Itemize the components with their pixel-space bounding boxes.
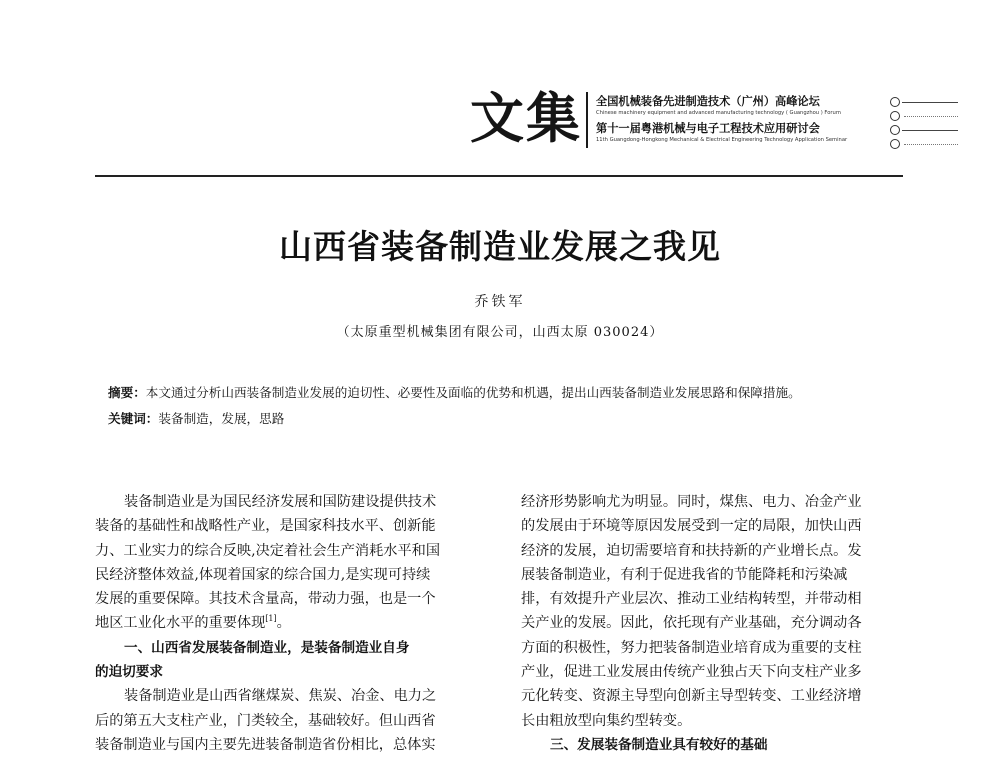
author-name: 乔铁军	[474, 294, 526, 310]
paragraph-line: 力、工业实力的综合反映,决定着社会生产消耗水平和国	[95, 542, 441, 559]
paragraph-line: 产业，促进工业发展由传统产业独占天下向支柱产业多	[521, 664, 862, 681]
keywords-text: 装备制造，发展，思路	[158, 411, 285, 426]
paragraph-line: 装备制造业与国内主要先进装备制造省份相比，总体实	[95, 736, 436, 753]
paragraph-line	[95, 611, 477, 635]
decorative-circle-icon	[890, 139, 900, 149]
paragraph-line: 装备制造业是为国民经济发展和国防建设提供技术	[124, 494, 437, 510]
proceedings-header	[0, 0, 1000, 180]
decorative-dotted-line	[904, 144, 958, 145]
author-affiliation: （太原重型机械集团有限公司，山西太原 030024）	[336, 325, 664, 340]
decorative-circle-icon	[890, 111, 900, 121]
decorative-line	[902, 130, 958, 131]
paragraph-line: 发展的重要保障。其技术含量高，带动力强，也是一个	[95, 591, 436, 608]
paragraph-line: 经济形势影响尤为明显。同时，煤焦、电力、冶金产业	[521, 494, 862, 510]
keywords	[108, 409, 908, 429]
header-rule	[95, 175, 903, 177]
forum-title-guangzhou-en: Chinese machinery equipment and advanced manufacturing technology ( Guangzhou ) Forum	[596, 110, 841, 116]
paragraph-line: 装备的基础性和战略性产业，是国家科技水平、创新能	[95, 518, 436, 535]
paragraph-line: 排，有效提升产业层次、推动工业结构转型，并带动相	[521, 591, 862, 608]
decorative-dotted-line	[904, 116, 958, 117]
paragraph-line: 民经济整体效益,体现着国家的综合国力,是实现可持续	[95, 566, 431, 583]
decorative-line	[902, 102, 958, 103]
header-divider	[586, 92, 588, 148]
wenji-logo: 文集	[470, 86, 582, 150]
section-heading-3: 三、发展装备制造业具有较好的基础	[550, 736, 768, 753]
paragraph-line: 的发展由于环境等原因发展受到一定的局限，加快山西	[521, 518, 862, 535]
seminar-title-guangdong-hongkong: 第十一届粤港机械与电子工程技术应用研讨会	[596, 122, 820, 135]
abstract-text: 本文通过分析山西装备制造业发展的迫切性、必要性及面临的优势和机遇，提出山西装备制造业发展思路和保障措施。	[145, 385, 801, 400]
article-title: 山西省装备制造业发展之我见	[279, 227, 721, 266]
paragraph-line: 装备制造业是山西省继煤炭、焦炭、冶金、电力之	[124, 688, 437, 705]
paragraph-line: 后的第五大支柱产业，门类较全，基础较好。但山西省	[95, 712, 436, 729]
paragraph-line: 经济的发展，迫切需要培育和扶持新的产业增长点。发	[521, 542, 862, 559]
paragraph-line: 展装备制造业，有利于促进我省的节能降耗和污染减	[521, 566, 848, 583]
keywords-label: 关键词：	[108, 411, 159, 426]
paragraph-line: 元化转变、资源主导型向创新主导型转变、工业经济增	[521, 688, 862, 705]
paragraph-line: 方面的积极性，努力把装备制造业培育成为重要的支柱	[521, 639, 862, 656]
section-heading-1: 一、山西省发展装备制造业，是装备制造业自身	[124, 639, 410, 656]
paragraph-punctuation: 。	[276, 615, 291, 632]
section-heading-1-continued: 的迫切要求	[95, 664, 163, 681]
paragraph-line-text: 地区工业化水平的重要体现	[95, 615, 266, 632]
paragraph-line: 关产业的发展。因此，依托现有产业基础，充分调动各	[521, 615, 862, 632]
forum-title-guangzhou: 全国机械装备先进制造技术（广州）高峰论坛	[596, 95, 820, 108]
abstract	[108, 383, 908, 403]
reference-marker: [1]	[265, 614, 277, 624]
body-column-left	[95, 490, 477, 757]
body-column-right	[521, 490, 903, 757]
abstract-label: 摘要：	[108, 385, 146, 400]
seminar-title-guangdong-hongkong-en: 11th Guangdong-Hongkong Mechanical & Electrical Engineering Technology Application Seminar	[596, 137, 848, 143]
decorative-circle-icon	[890, 125, 900, 135]
decorative-circle-icon	[890, 97, 900, 107]
paragraph-line: 长由粗放型向集约型转变。	[521, 712, 692, 729]
